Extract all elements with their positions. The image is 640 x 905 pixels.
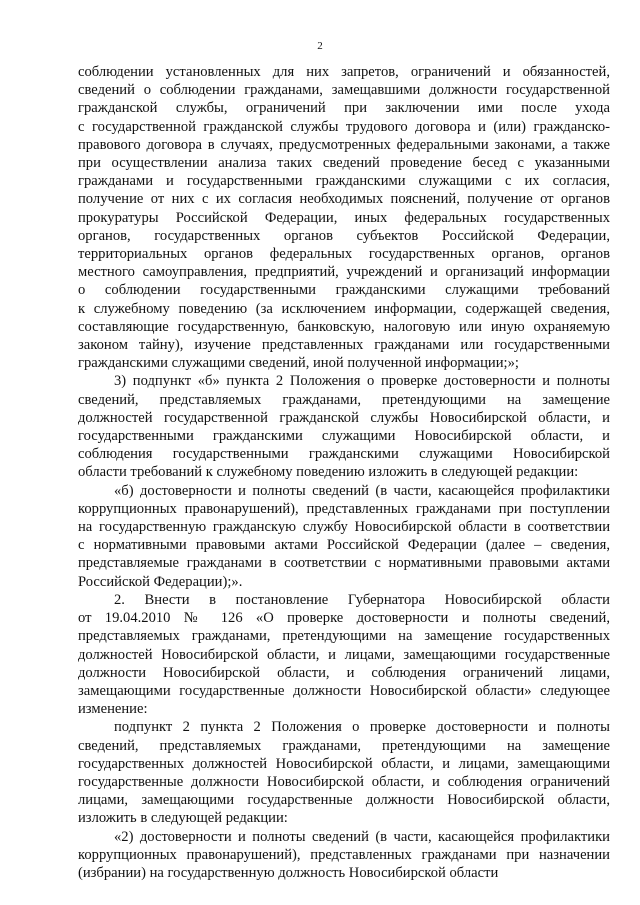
paragraph-1-line: прокуратуры Российской Федерации, иных федеральных государственных xyxy=(78,209,610,226)
paragraph-1-line: соблюдении установленных для них запретов, ограничений и обязанностей, xyxy=(78,64,610,80)
paragraph-2-line: должностей государственной гражданской службы Новосибирской области, и xyxy=(78,409,610,426)
paragraph-1-line: правового договора в случаях, предусмотренных федеральными законами, а также xyxy=(78,136,610,153)
paragraph-3-line: на государственную гражданскую службу Новосибирской области в соответствии xyxy=(78,519,610,536)
paragraph-2-line: сведений, представляемых гражданами, претендующими на замещение xyxy=(78,391,610,408)
paragraph-4-line: должностей Новосибирской области, и лицами, замещающими государственные xyxy=(78,646,610,663)
paragraph-4-line: замещающими государственные должности Новосибирской области» следующее xyxy=(78,682,610,699)
paragraph-1-line: гражданской службы, ограничений при заключении ими после ухода xyxy=(78,100,610,117)
page-number: 2 xyxy=(317,40,323,52)
paragraph-1-line: составляющие государственную, банковскую, налоговую или иную охраняемую xyxy=(78,318,610,335)
paragraph-5-line: государственных должностей Новосибирской области, и лицами, замещающими xyxy=(78,755,610,772)
paragraph-4-line: от 19.04.2010 № 126 «О проверке достоверности и полноты сведений, xyxy=(78,610,610,627)
paragraph-1-line: местного самоуправления, предприятий, учреждений и организаций информации xyxy=(78,264,610,281)
paragraph-5-line: лицами, замещающими государственные должности Новосибирской области, xyxy=(78,792,610,809)
paragraph-2-line: соблюдения государственными гражданскими служащими Новосибирской xyxy=(78,446,610,463)
paragraph-6-line: (избрании) на государственную должность Новосибирской области xyxy=(78,864,499,881)
paragraph-4-line: 2. Внести в постановление Губернатора Новосибирской области xyxy=(114,591,610,608)
paragraph-5-line: подпункт 2 пункта 2 Положения о проверке достоверности и полноты xyxy=(114,719,610,736)
paragraph-4-line: представляемых гражданами, претендующими на замещение государственных xyxy=(78,628,610,645)
paragraph-1-line: получение от них с их согласия необходимых пояснений, получение от органов xyxy=(78,191,610,208)
paragraph-1-line: законом тайну), изучение представленных гражданами или государственными xyxy=(78,337,610,354)
document-body xyxy=(78,63,610,882)
paragraph-1-line: к служебному поведению (за исключением информации, содержащей сведения, xyxy=(78,300,610,317)
paragraph-2-line: государственными гражданскими служащими Новосибирской области, и xyxy=(78,428,610,445)
paragraph-4-line: изменение: xyxy=(78,701,148,718)
paragraph-1-line: о соблюдении государственными гражданскими служащими требований xyxy=(78,282,610,299)
paragraph-1-line: гражданскими служащими сведений, иной полученной информации;»; xyxy=(78,355,519,372)
paragraph-1-line: органов, государственных органов субъектов Российской Федерации, xyxy=(78,227,610,244)
paragraph-2-line: 3) подпункт «б» пункта 2 Положения о проверке достоверности и полноты xyxy=(114,373,610,390)
paragraph-5-line: сведений, представляемых гражданами, претендующими на замещение xyxy=(78,737,610,754)
paragraph-2-line: области требований к служебному поведению изложить в следующей редакции: xyxy=(78,464,579,481)
paragraph-1-line: сведений о соблюдении гражданами, замещавшими должности государственной xyxy=(78,82,610,99)
paragraph-1-line: территориальных органов федеральных государственных органов, органов xyxy=(78,246,610,263)
paragraph-3-line: «б) достоверности и полноты сведений (в части, касающейся профилактики xyxy=(114,482,610,499)
paragraph-1-line: гражданами и государственными гражданскими служащими с их согласия, xyxy=(78,173,610,190)
paragraph-1-line: с государственной гражданской службы трудового договора и (или) гражданско- xyxy=(78,118,610,135)
paragraph-3-line: Российской Федерации);». xyxy=(78,573,243,590)
paragraph-3-line: коррупционных правонарушений), представленных гражданами при поступлении xyxy=(78,500,610,517)
paragraph-6-line: «2) достоверности и полноты сведений (в части, касающейся профилактики xyxy=(114,828,610,845)
paragraph-5-line: государственные должности Новосибирской области, и соблюдения ограничений xyxy=(78,773,610,790)
paragraph-3-line: с нормативными правовыми актами Российской Федерации (далее – сведения, xyxy=(78,537,610,554)
paragraph-5-line: изложить в следующей редакции: xyxy=(78,810,288,827)
paragraph-1-line: при осуществлении анализа таких сведений проведение бесед с указанными xyxy=(78,155,610,172)
paragraph-6-line: коррупционных правонарушений), представленных гражданами при назначении xyxy=(78,846,610,863)
paragraph-3-line: представляемые гражданами в соответствии с нормативными правовыми актами xyxy=(78,555,610,572)
paragraph-4-line: должности Новосибирской области, и соблюдения ограничений лицами, xyxy=(78,664,610,681)
